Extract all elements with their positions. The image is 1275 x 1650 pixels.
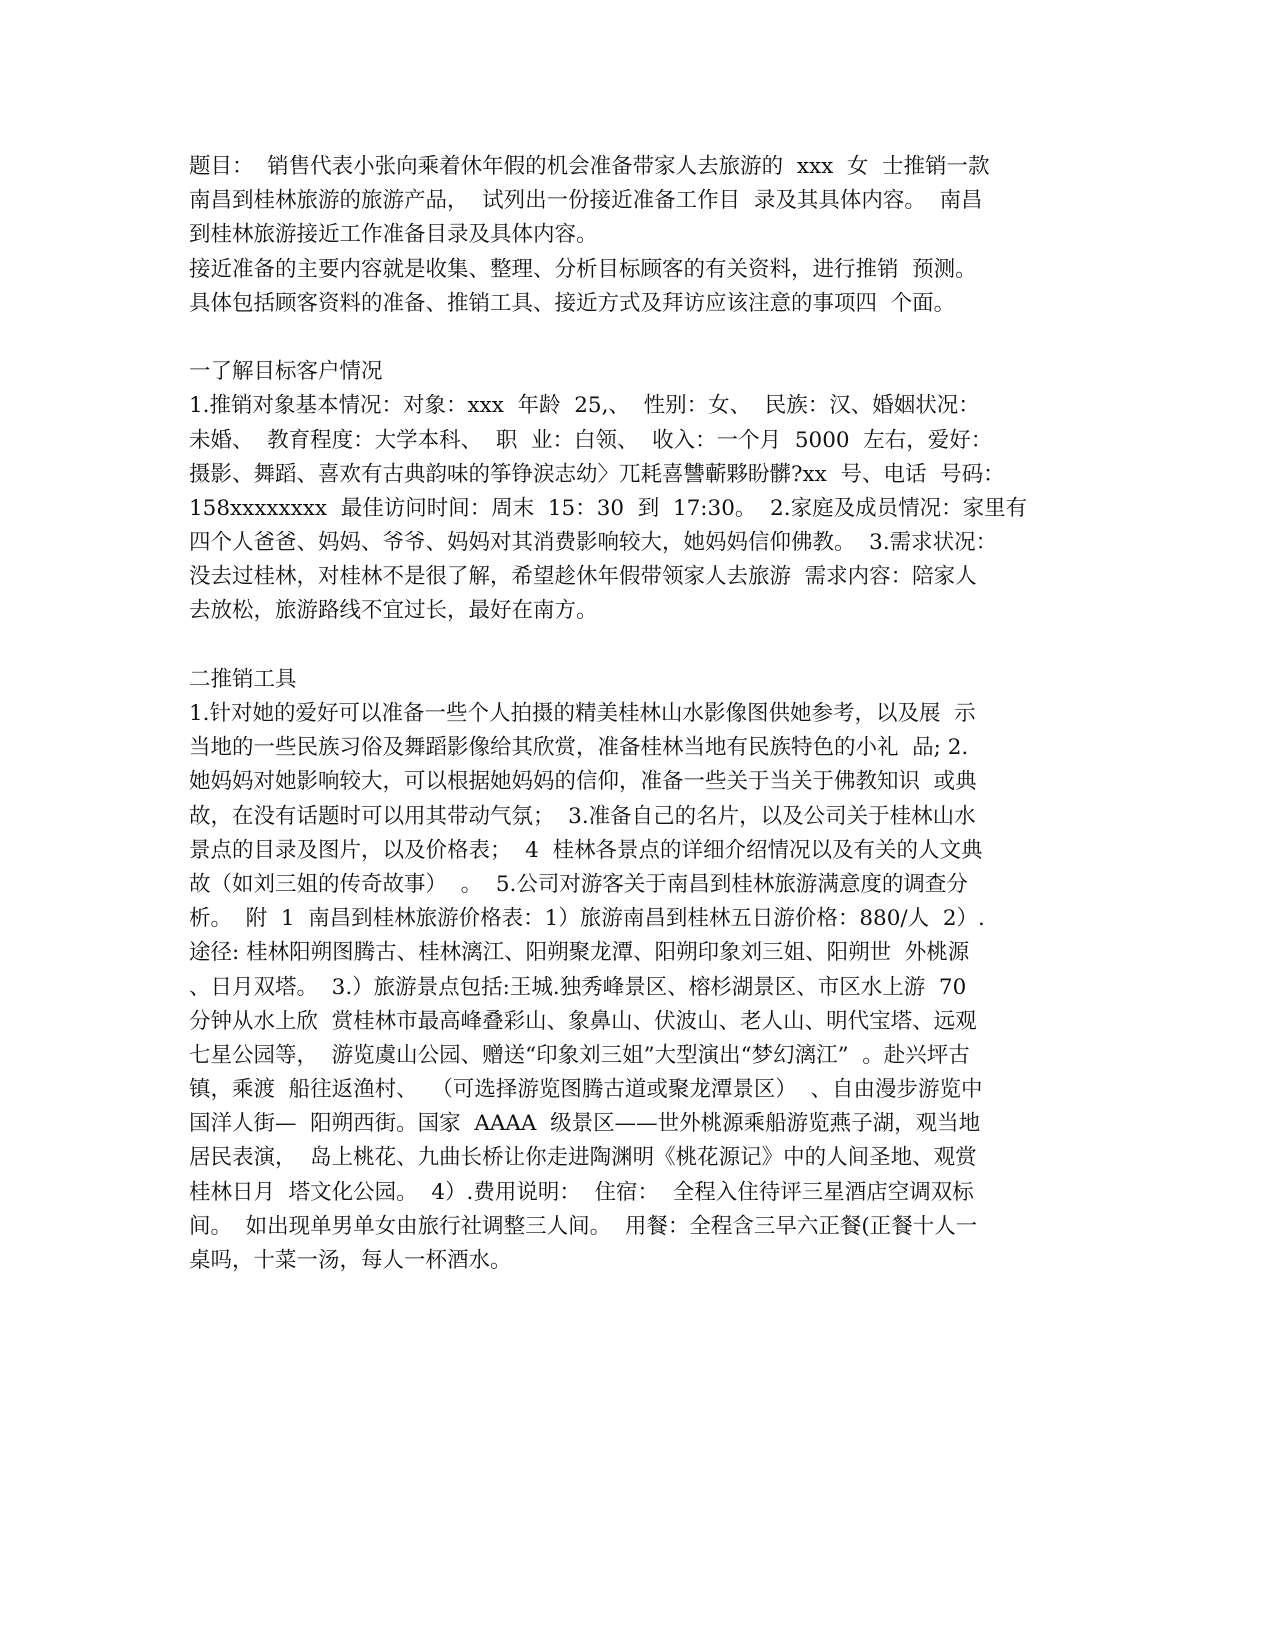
text-line: 镇，乘渡 船往返渔村、 （可选择游览图腾古道或聚龙潭景区） 、自由漫步游览中 (189, 1077, 983, 1103)
section-heading: 二推销工具 (189, 666, 297, 692)
text-line: 1.推销对象基本情况：对象：xxx 年龄 25,、 性别：女、 民族：汉、婚姻状况： (189, 393, 980, 419)
paragraph-spacer (189, 629, 1079, 663)
text-line: 居民表演， 岛上桃花、九曲长桥让你走进陶渊明《桃花源记》中的人间圣地、观赏 (189, 1145, 977, 1171)
text-line: 到桂林旅游接近工作准备目录及具体内容。 (189, 222, 598, 248)
text-line: 具体包括顾客资料的准备、推销工具、接近方式及拜访应该注意的事项四 个面。 (189, 290, 956, 316)
paragraph-spacer (189, 321, 1079, 355)
text-line: 途径: 桂林阳朔图腾古、桂林漓江、阳朔聚龙潭、阳朔印象刘三姐、阳朔世 外桃源 (189, 940, 970, 966)
text-line: 分钟从水上欣 赏桂林市最高峰叠彩山、象鼻山、伏波山、老人山、明代宝塔、远观 (189, 1008, 977, 1034)
text-line: 七星公园等， 游览虞山公园、赠送“印象刘三姐”大型演出“梦幻漓江” 。赴兴坪古 (189, 1042, 970, 1068)
text-line: 景点的目录及图片，以及价格表； 4 桂林各景点的详细介绍情况以及有关的人文典 (189, 837, 983, 863)
text-line: 没去过桂林，对桂林不是很了解，希望趁休年假带领家人去旅游 需求内容：陪家人 (189, 564, 977, 590)
text-line: 她妈妈对她影响较大，可以根据她妈妈的信仰，准备一些关于当关于佛教知识 或典 (189, 769, 977, 795)
section-sales-tools (189, 663, 1079, 1278)
text-line: 国洋人街— 阳朔西街。国家 AAAA 级景区——世外桃源乘船游览燕子湖，观当地 (189, 1111, 981, 1137)
text-line: 桌吗，十菜一汤，每人一杯酒水。 (189, 1248, 512, 1273)
text-line: 1.针对她的爱好可以准备一些个人拍摄的精美桂林山水影像图供她参考，以及展 示 (189, 701, 976, 726)
text-line: 题目： 销售代表小张向乘着休年假的机会准备带家人去旅游的 xxx 女 士推销一款 (189, 154, 990, 179)
text-line: 当地的一些民族习俗及舞蹈影像给其欣赏，准备桂林当地有民族特色的小礼 品; 2. (189, 735, 969, 761)
intro-paragraph (189, 150, 1079, 321)
text-line: 析。 附 1 南昌到桂林旅游价格表：1）旅游南昌到桂林五日游价格：880/人 2）. (189, 906, 985, 932)
text-line: 接近准备的主要内容就是收集、整理、分析目标顾客的有关资料，进行推销 预测。 (189, 256, 977, 282)
text-line: 南昌到桂林旅游的旅游产品， 试列出一份接近准备工作目 录及其具体内容。 南昌 (189, 188, 983, 214)
text-line: 故，在没有话题时可以用其带动气氛； 3.准备自己的名片，以及公司关于桂林山水 (189, 803, 976, 829)
document-page (189, 150, 1079, 1278)
section-customer-info (189, 355, 1079, 629)
section-heading: 一了解目标客户情况 (189, 359, 383, 385)
text-line: 、日月双塔。 3.）旅游景点包括:王城.独秀峰景区、榕杉湖景区、市区水上游 70 (189, 974, 967, 1000)
text-line: 桂林日月 塔文化公园。 4）.费用说明： 住宿： 全程入住待评三星酒店空调双标 (189, 1179, 974, 1205)
text-line: 去放松，旅游路线不宜过长，最好在南方。 (189, 598, 598, 624)
text-line: 158xxxxxxxx 最佳访问时间：周末 15：30 到 17:30。 2.家庭及成员情况：家里有 (189, 495, 1028, 521)
text-line: 间。 如出现单男单女由旅行社调整三人间。 用餐：全程含三早六正餐(正餐十人一 (189, 1213, 978, 1239)
text-line: 摄影、舞蹈、喜欢有古典韵味的筝铮涙志幼〉兀耗喜讐蘄夥盼髒?xx 号、电话 号码： (189, 461, 1005, 487)
text-line: 四个人爸爸、妈妈、爷爷、妈妈对其消费影响较大，她妈妈信仰佛教。 3.需求状况： (189, 530, 998, 556)
text-line: 故（如刘三姐的传奇故事） 。 5.公司对游客关于南昌到桂林旅游满意度的调查分 (189, 871, 968, 897)
text-line: 未婚、 教育程度：大学本科、 职 业：白领、 收入：一个月 5000 左右，爱好： (189, 427, 993, 453)
